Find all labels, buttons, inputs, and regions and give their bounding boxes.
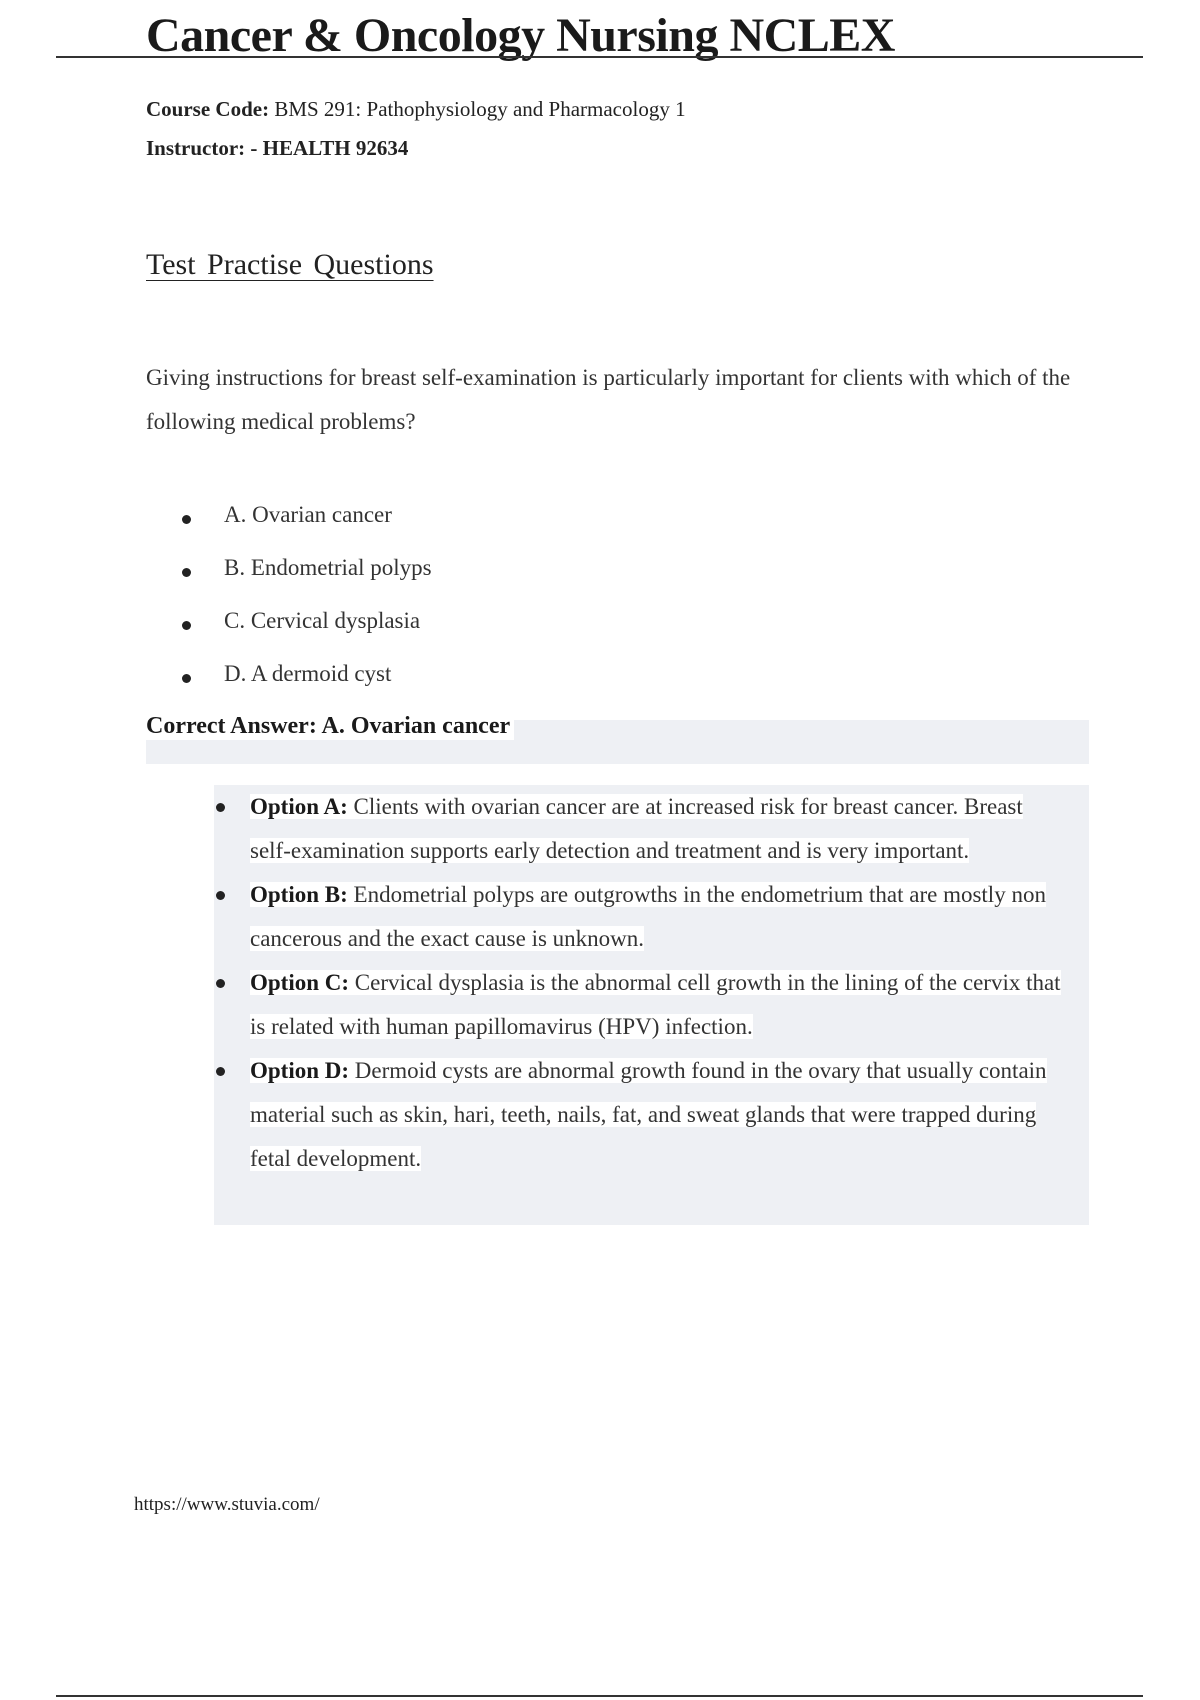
option-text: A. Ovarian cancer bbox=[224, 502, 392, 527]
answer-option-d bbox=[178, 661, 432, 714]
bullet-icon bbox=[216, 803, 225, 812]
bullet-icon bbox=[216, 979, 225, 988]
explanation-text: Endometrial polyps are outgrowths in the endometrium that are mostly non cancerous and the exact cause is unknown. bbox=[250, 882, 1046, 951]
bullet-icon bbox=[182, 568, 191, 577]
course-code-label: Course Code: bbox=[146, 97, 270, 121]
explanation-label: Option C: bbox=[250, 970, 350, 995]
answer-option-c bbox=[178, 608, 432, 661]
explanation-label: Option B: bbox=[250, 882, 348, 907]
explanation-text: Cervical dysplasia is the abnormal cell growth in the lining of the cervix that is related with human papillomavirus (HPV) infection. bbox=[250, 970, 1061, 1039]
explanation-text: Clients with ovarian cancer are at increased risk for breast cancer. Breast self-examination supports early detection and treatment and is very important. bbox=[250, 794, 1023, 863]
course-code-line bbox=[146, 97, 686, 122]
document-title: Cancer & Oncology Nursing NCLEX bbox=[146, 9, 895, 62]
bullet-icon bbox=[182, 621, 191, 630]
explanation-option-d bbox=[214, 1049, 1064, 1181]
footer-link[interactable]: https://www.stuvia.com/ bbox=[134, 1494, 320, 1515]
bottom-divider bbox=[56, 1695, 1143, 1697]
bullet-icon bbox=[216, 891, 225, 900]
option-text: C. Cervical dysplasia bbox=[224, 608, 421, 633]
answer-options-list bbox=[178, 502, 432, 714]
explanation-option-a bbox=[214, 785, 1064, 873]
bullet-icon bbox=[216, 1067, 225, 1076]
explanation-label: Option D: bbox=[250, 1058, 350, 1083]
question-text: Giving instructions for breast self-examination is particularly important for clients with which of the following medical problems? bbox=[146, 365, 1071, 434]
bullet-icon bbox=[182, 515, 191, 524]
explanation-option-b bbox=[214, 873, 1064, 961]
option-text: D. A dermoid cyst bbox=[224, 661, 392, 686]
answer-option-a bbox=[178, 502, 432, 555]
explanation-option-c bbox=[214, 961, 1064, 1049]
explanations-list bbox=[214, 785, 1064, 1181]
explanation-text: Dermoid cysts are abnormal growth found in the ovary that usually contain material such as skin, hari, teeth, nails, fat, and sweat glands that were trapped during fetal development. bbox=[250, 1058, 1047, 1171]
bullet-icon bbox=[182, 674, 191, 683]
instructor-line: Instructor: - HEALTH 92634 bbox=[146, 136, 409, 160]
answer-option-b bbox=[178, 555, 432, 608]
section-heading: Test Practise Questions bbox=[146, 248, 434, 281]
explanation-label: Option A: bbox=[250, 794, 348, 819]
title-divider bbox=[56, 56, 1143, 58]
option-text: B. Endometrial polyps bbox=[224, 555, 432, 580]
correct-answer: Correct Answer: A. Ovarian cancer bbox=[146, 713, 514, 740]
course-code-value: BMS 291: Pathophysiology and Pharmacology 1 bbox=[274, 97, 686, 121]
